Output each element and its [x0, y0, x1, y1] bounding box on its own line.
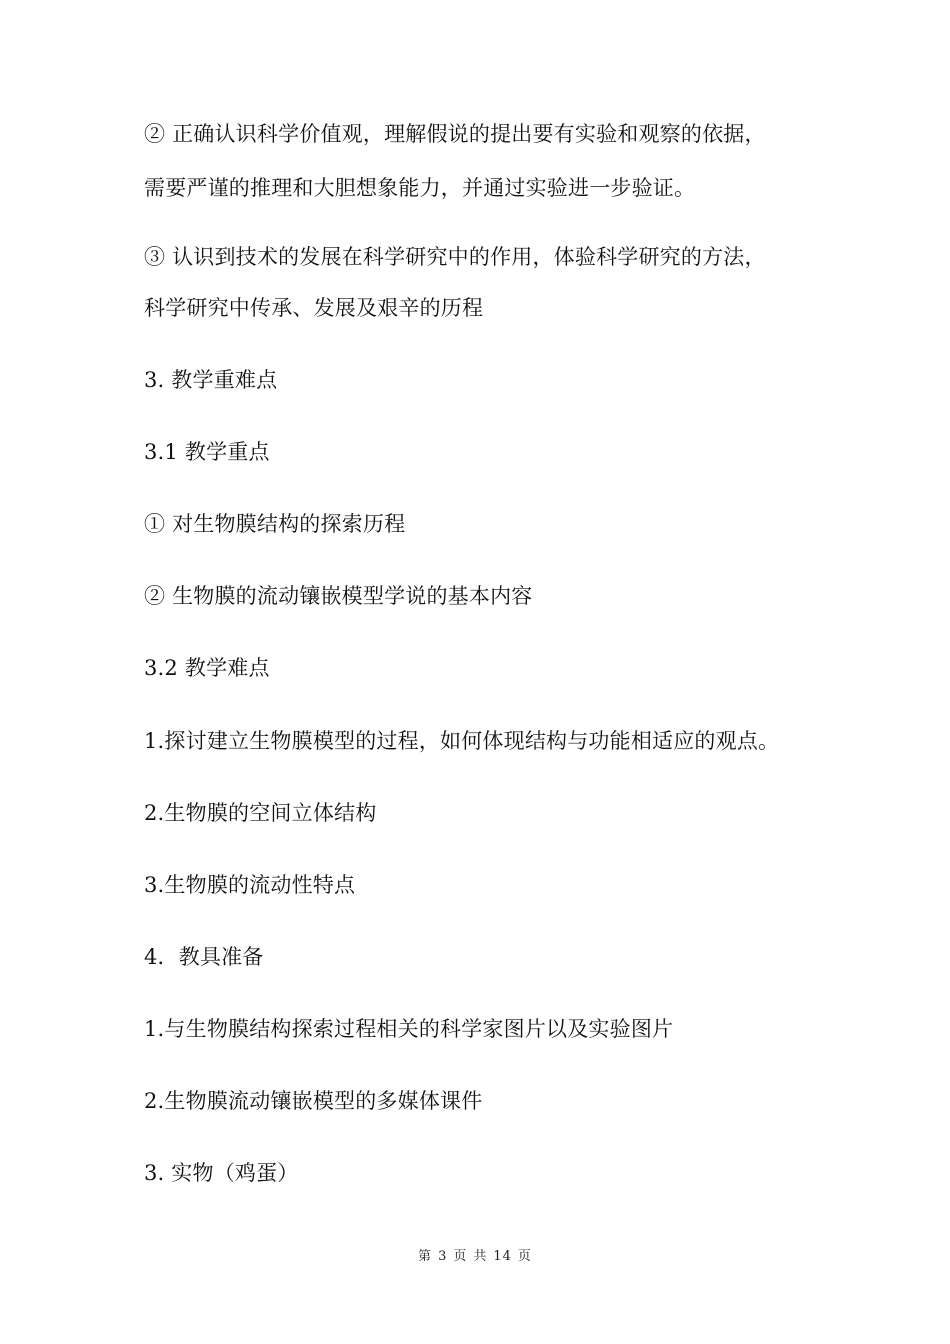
list-item-teaching-aid-2: 2.生物膜流动镶嵌模型的多媒体课件	[144, 1089, 483, 1113]
subsection-heading-difficult-points: 3.2 教学难点	[144, 656, 270, 680]
list-item-teaching-aid-3: 3. 实物（鸡蛋）	[144, 1161, 299, 1185]
list-item-difficult-point-3: 3.生物膜的流动性特点	[144, 873, 356, 897]
list-item-difficult-point-1: 1.探讨建立生物膜模型的过程，如何体现结构与功能相适应的观点。	[144, 729, 780, 753]
subsection-heading-key-points: 3.1 教学重点	[144, 440, 270, 464]
list-item-key-point-2: ② 生物膜的流动镶嵌模型学说的基本内容	[144, 584, 533, 608]
footer-total-word: 共	[473, 1249, 488, 1264]
text-line-goal-2-part-2: 需要严谨的推理和大胆想象能力，并通过实验进一步验证。	[144, 176, 696, 200]
section-heading-key-difficult-points: 3. 教学重难点	[144, 368, 278, 392]
section-heading-teaching-aids: 4．教具准备	[144, 945, 264, 969]
list-item-key-point-1: ① 对生物膜结构的探索历程	[144, 512, 406, 536]
page-footer	[0, 1248, 950, 1266]
footer-page-word: 页	[453, 1249, 468, 1264]
footer-prefix: 第	[418, 1249, 433, 1264]
text-line-goal-3-part-2: 科学研究中传承、发展及艰辛的历程	[144, 296, 484, 320]
list-item-teaching-aid-1: 1.与生物膜结构探索过程相关的科学家图片以及实验图片	[144, 1017, 674, 1041]
text-line-goal-2-part-1: ② 正确认识科学价值观，理解假说的提出要有实验和观察的依据，	[144, 122, 766, 146]
footer-current-page: 3	[438, 1249, 448, 1264]
footer-suffix: 页	[517, 1249, 532, 1264]
footer-total-pages: 14	[493, 1249, 512, 1264]
list-item-difficult-point-2: 2.生物膜的空间立体结构	[144, 801, 377, 825]
text-line-goal-3-part-1: ③ 认识到技术的发展在科学研究中的作用，体验科学研究的方法，	[144, 245, 766, 269]
